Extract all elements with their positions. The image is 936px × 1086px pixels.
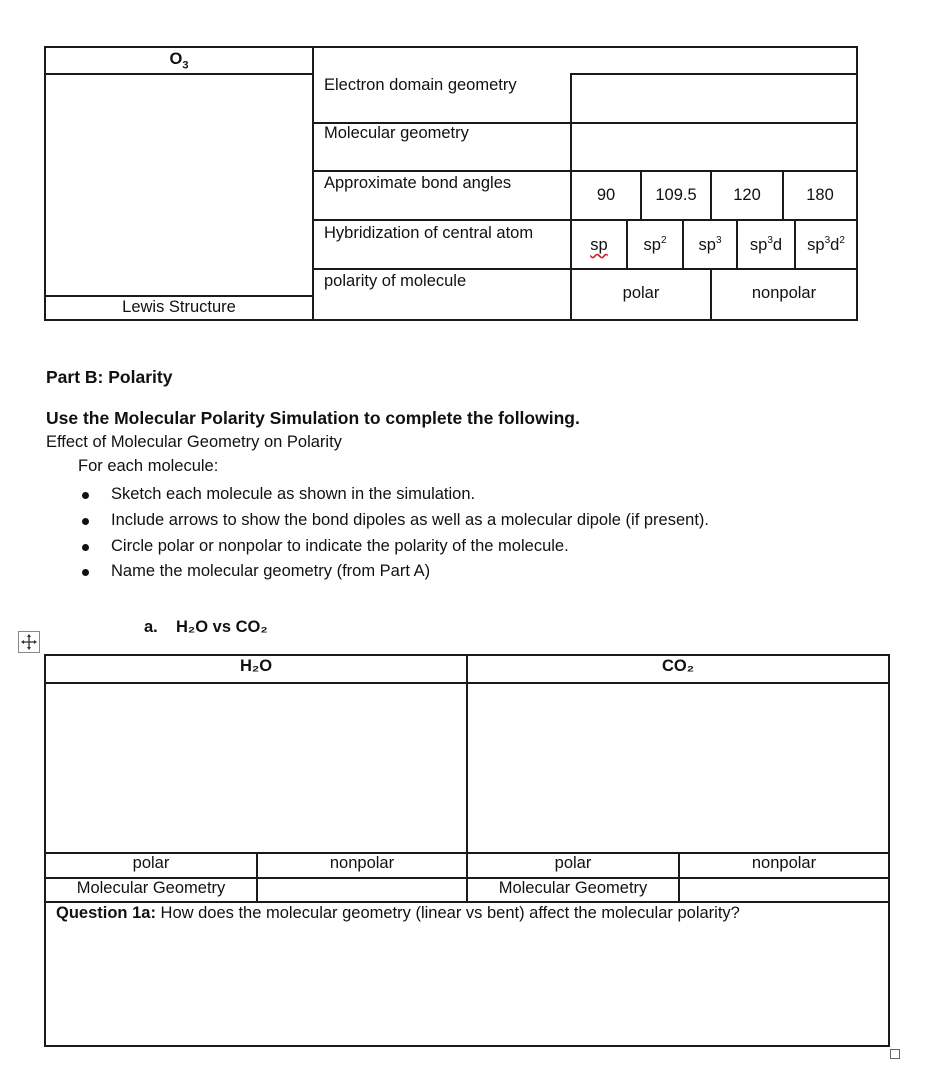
bullet-dot <box>82 492 89 499</box>
bullet-dot <box>82 544 89 551</box>
row-label-electron-domain: Electron domain geometry <box>324 76 517 94</box>
list-item: Sketch each molecule as shown in the simulation. <box>111 485 476 503</box>
bond-angle-option[interactable]: 90 <box>596 186 616 204</box>
bullet-dot <box>82 569 89 576</box>
table-resize-handle[interactable] <box>890 1049 900 1059</box>
hybridization-option-sp3d2[interactable]: $sp^3d^2$ <box>807 234 845 254</box>
item-a-text: H₂O vs CO₂ <box>176 618 268 636</box>
section-subtitle: Effect of Molecular Geometry on Polarity <box>46 433 342 451</box>
list-item: Name the molecular geometry (from Part A) <box>111 562 431 580</box>
hybridization-option-label: sp <box>590 236 608 254</box>
hybridization-option-sp3[interactable]: $sp^3$ <box>698 234 722 254</box>
co2-sketch-area[interactable] <box>468 684 888 852</box>
hybridization-option-sp[interactable] <box>572 236 626 255</box>
question-label: Question 1a: <box>56 904 156 922</box>
item-a-label: a. <box>144 618 158 636</box>
list-item: Include arrows to show the bond dipoles as well as a molecular dipole (if present). <box>111 511 709 529</box>
co2-geometry-label: Molecular Geometry <box>498 879 648 897</box>
h2o-geometry-label: Molecular Geometry <box>76 879 226 897</box>
row-label-polarity: polarity of molecule <box>324 272 467 290</box>
co2-header: CO₂ <box>661 657 695 675</box>
lewis-structure-label: Lewis Structure <box>122 298 236 316</box>
molecule-subscript: 3 <box>182 59 189 72</box>
polarity-option-polar[interactable]: polar <box>622 284 660 302</box>
h2o-sketch-area[interactable] <box>46 684 466 852</box>
row-label-hybridization: Hybridization of central atom <box>324 224 534 242</box>
for-each-label: For each molecule: <box>78 457 219 475</box>
polarity-option-nonpolar[interactable]: nonpolar <box>751 284 817 302</box>
co2-polar-option[interactable]: polar <box>554 854 592 872</box>
molecule-label: O <box>169 50 183 68</box>
bullet-dot <box>82 518 89 525</box>
table-move-handle[interactable] <box>18 631 40 653</box>
row-label-molecular-geometry: Molecular geometry <box>324 124 469 142</box>
bond-angle-option[interactable]: 109.5 <box>655 186 697 204</box>
h2o-nonpolar-option[interactable]: nonpolar <box>329 854 395 872</box>
question-text: How does the molecular geometry (linear vs bent) affect the molecular polarity? <box>155 904 740 922</box>
co2-nonpolar-option[interactable]: nonpolar <box>751 854 817 872</box>
instruction-heading: Use the Molecular Polarity Simulation to complete the following. <box>46 408 580 428</box>
row-label-bond-angles: Approximate bond angles <box>324 174 512 192</box>
h2o-header: H₂O <box>239 657 273 675</box>
h2o-polar-option[interactable]: polar <box>132 854 170 872</box>
list-item: Circle polar or nonpolar to indicate the polarity of the molecule. <box>111 537 569 555</box>
question-1a <box>56 904 740 923</box>
question-answer-area[interactable] <box>46 926 888 1045</box>
bond-angle-option[interactable]: 120 <box>733 186 761 204</box>
bond-angle-option[interactable]: 180 <box>806 186 834 204</box>
hybridization-option-sp2[interactable]: $sp^2$ <box>643 234 667 254</box>
part-b-title: Part B: Polarity <box>46 367 173 387</box>
h2o-geometry-answer[interactable] <box>258 879 466 901</box>
co2-geometry-answer[interactable] <box>680 879 888 901</box>
molecule-title <box>46 50 312 72</box>
hybridization-option-sp3d[interactable]: $sp^3d$ <box>749 234 783 254</box>
move-arrows-icon <box>19 632 39 652</box>
